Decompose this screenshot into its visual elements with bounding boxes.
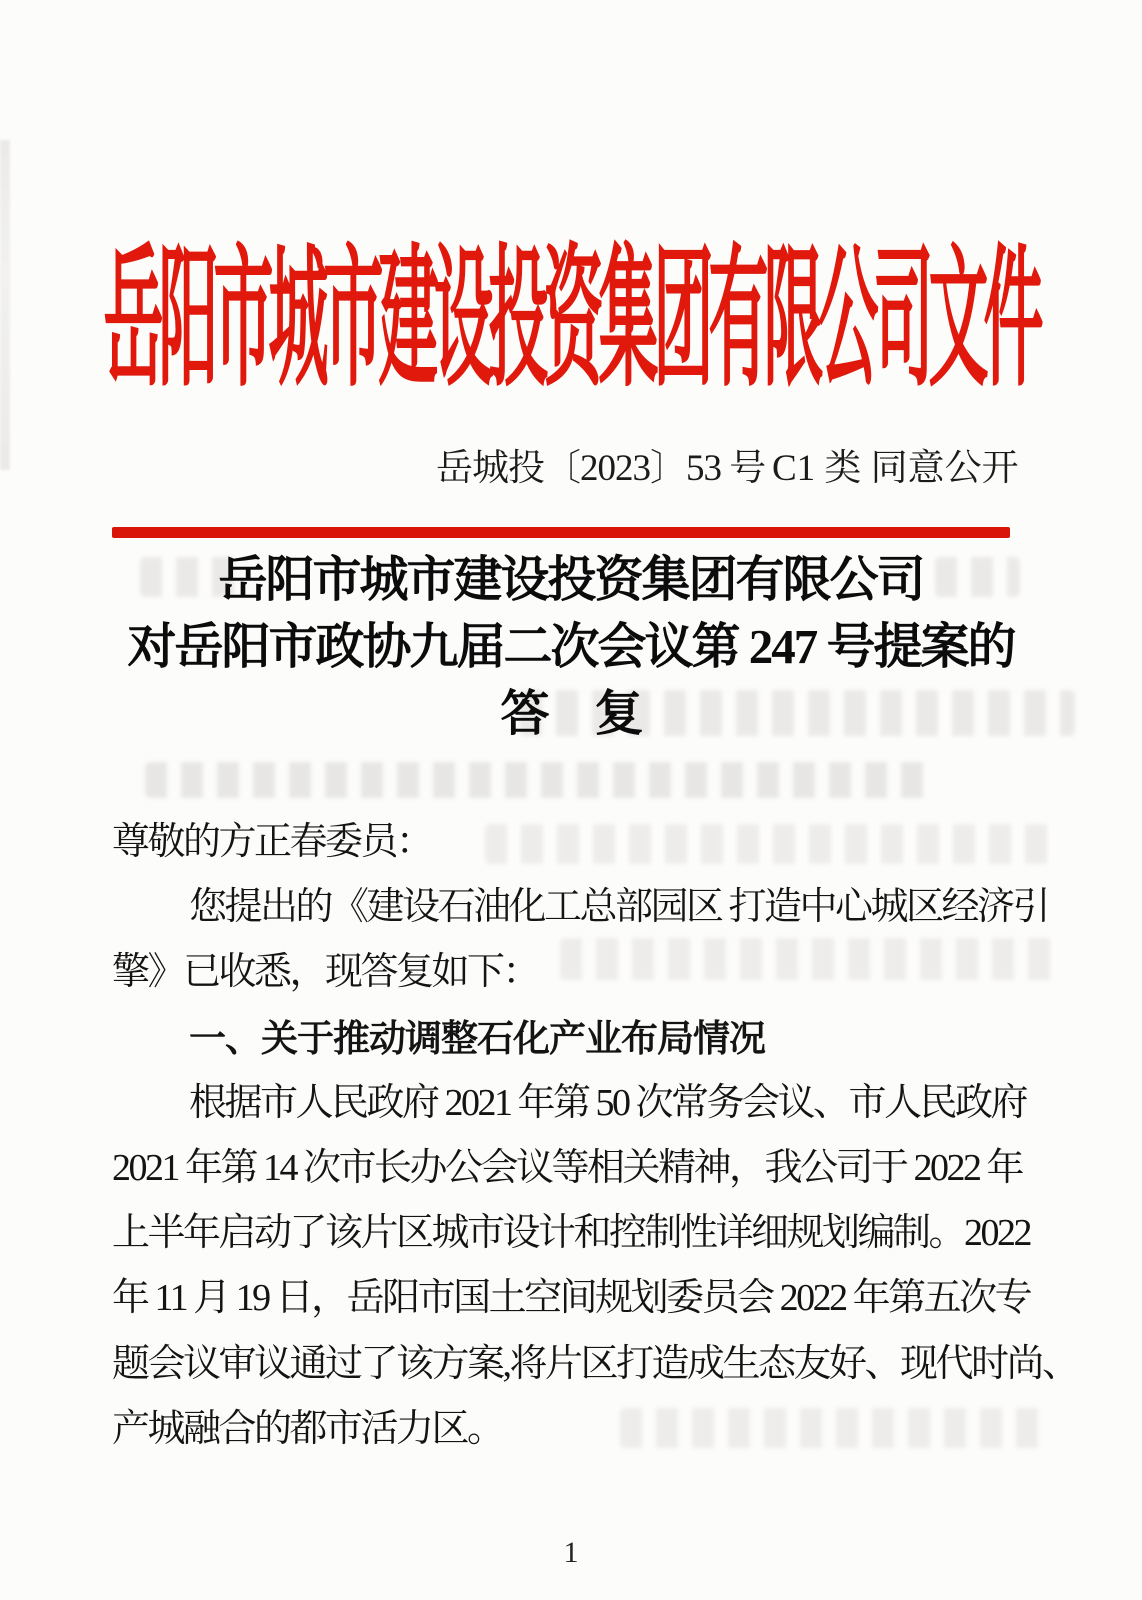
body-line: 产城融合的都市活力区。 <box>112 1407 503 1450</box>
document-title <box>0 546 1142 747</box>
body-line: 题会议审议通过了该方案,将片区打造成生态友好、现代时尚、 <box>112 1342 1078 1385</box>
body-line: 您提出的《建设石油化工总部园区 打造中心城区经济引 <box>189 886 1049 929</box>
section-heading: 一、关于推动调整石化产业布局情况 <box>189 1017 765 1059</box>
body-line: 根据市人民政府 2021 年第 50 次常务会议、市人民政府 <box>189 1081 1027 1124</box>
body-line: 2021 年第 14 次市长办公会议等相关精神，我公司于 2022 年 <box>112 1147 1023 1190</box>
title-line-2: 对岳阳市政协九届二次会议第 247 号提案的 <box>127 619 1015 674</box>
document-body <box>112 810 1078 1462</box>
letterhead-org-title: 岳阳市城市建设投资集团有限公司文件 <box>103 236 1039 405</box>
letterhead-red-rule <box>112 527 1010 538</box>
body-line: 擎》已收悉，现答复如下： <box>112 951 539 994</box>
classification-label: C1 类 同意公开 <box>772 448 1019 489</box>
bleedthrough-artifact <box>145 762 935 798</box>
salutation-line: 尊敬的方正春委员： <box>112 821 432 863</box>
document-number: 岳城投〔2023〕53 号 <box>436 448 766 489</box>
page-number: 1 <box>563 1536 579 1569</box>
body-line: 上半年启动了该片区城市设计和控制性详细规划编制。2022 <box>112 1212 1031 1255</box>
body-line: 年 11 月 19 日，岳阳市国土空间规划委员会 2022 年第五次专 <box>112 1277 1031 1320</box>
title-line-1: 岳阳市城市建设投资集团有限公司 <box>218 552 924 607</box>
title-line-3: 答 复 <box>500 686 642 741</box>
